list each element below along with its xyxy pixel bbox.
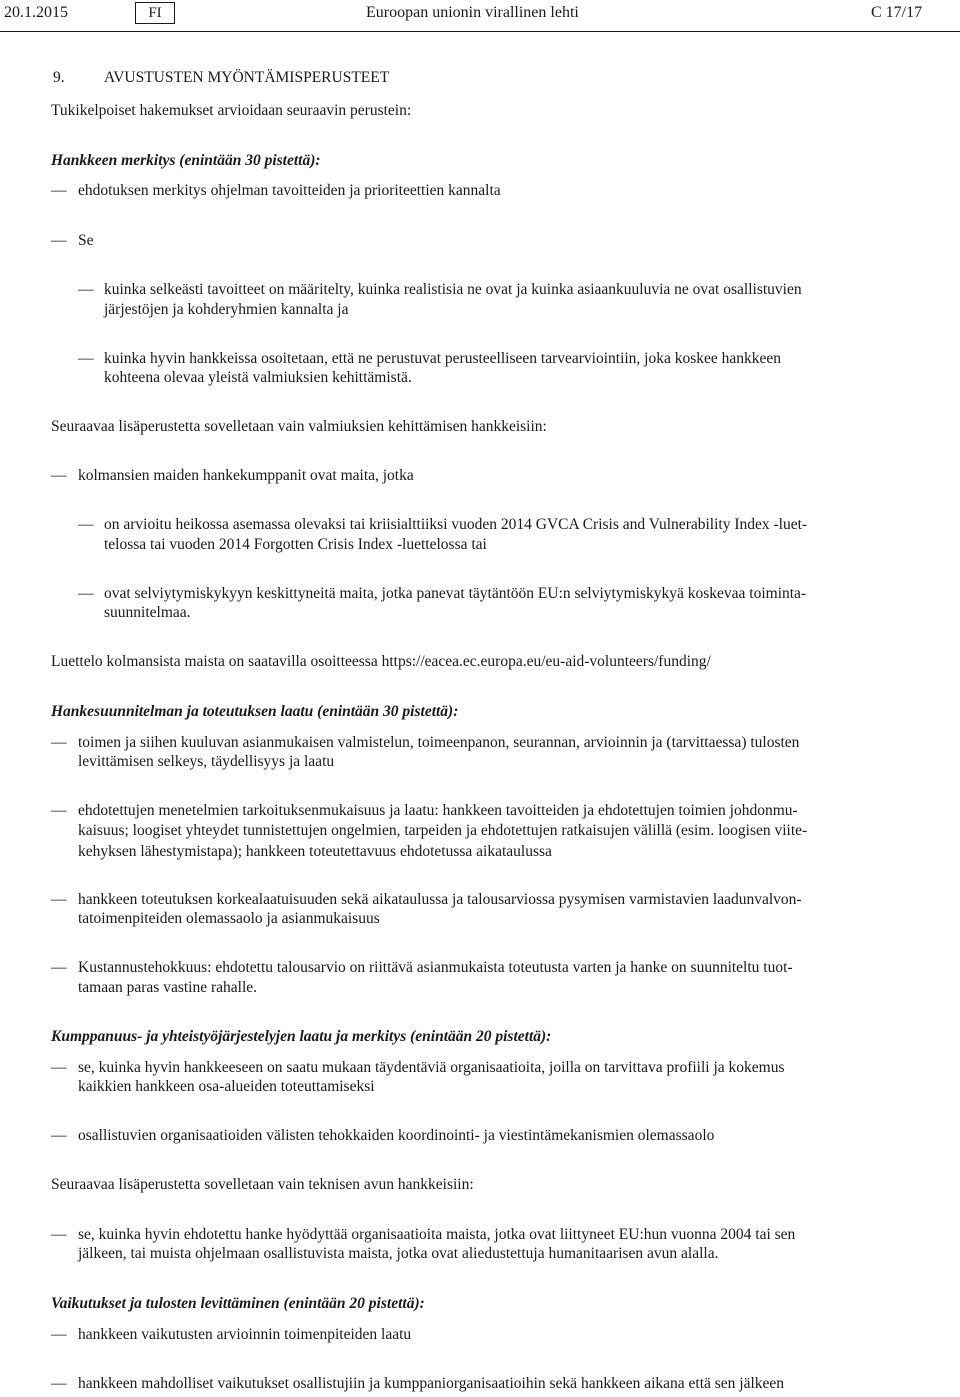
sub-item-line: suunnitelmaa.: [104, 604, 191, 621]
list-item-line: tamaan paras vastine rahalle.: [78, 979, 258, 996]
publication-date: 20.1.2015: [4, 4, 68, 21]
dash-marker: —: [51, 1127, 67, 1144]
criterion-heading-partnership: Kumppanuus- ja yhteistyöjärjestelyjen laatu ja merkitys (enintään 20 pistettä):: [51, 1028, 552, 1045]
additional-criterion-intro: Seuraavaa lisäperustetta sovelletaan vain teknisen avun hankkeisiin:: [51, 1176, 474, 1193]
dash-marker: —: [51, 232, 67, 249]
section-title: AVUSTUSTEN MYÖNTÄMISPERUSTEET: [104, 69, 390, 86]
dash-marker: —: [51, 959, 67, 976]
dash-marker: —: [51, 891, 67, 908]
page-header: [0, 0, 960, 30]
sub-item-line: järjestöjen ja kohderyhmien kannalta ja: [104, 301, 349, 318]
dash-marker: —: [51, 1226, 67, 1243]
list-item-line: Kustannustehokkuus: ehdotettu talousarvio on riittävä asianmukaista toteutusta varten ja hanke on suunniteltu tuot-: [78, 959, 793, 976]
criterion-heading-quality: Hankesuunnitelman ja toteutuksen laatu (enintään 30 pistettä):: [51, 703, 459, 720]
dash-marker: —: [51, 1326, 67, 1343]
language-code-box: FI: [135, 2, 175, 24]
dash-marker: —: [51, 1375, 67, 1392]
dash-marker: —: [51, 182, 67, 199]
list-item: hankkeen vaikutusten arvioinnin toimenpiteiden laatu: [78, 1326, 412, 1343]
sub-item-line: kuinka selkeästi tavoitteet on määritelty, kuinka realistisia ne ovat ja kuinka asiaankuuluvia ne ovat osallistuvien: [104, 281, 802, 298]
section-number: 9.: [53, 69, 65, 86]
dash-marker: —: [51, 467, 67, 484]
list-item-line: hankkeen toteutuksen korkealaatuisuuden sekä aikataulussa ja talousarviossa pysymisen varmistavien laadunvalvon-: [78, 891, 802, 908]
list-item-line: kaikkien hankkeen osa-alueiden toteuttamiseksi: [78, 1078, 375, 1095]
section-intro: Tukikelpoiset hakemukset arvioidaan seuraavin perustein:: [51, 102, 412, 119]
list-item-line: ehdotettujen menetelmien tarkoituksenmukaisuus ja laatu: hankkeen tavoitteiden ja ehdotettujen toimien johdonmu-: [78, 802, 798, 819]
country-list-note: Luettelo kolmansista maista on saatavilla osoitteessa https://eacea.ec.europa.eu/eu-aid-volunteers/funding/: [51, 653, 711, 670]
list-item: ehdotuksen merkitys ohjelman tavoitteiden ja prioriteettien kannalta: [78, 182, 501, 199]
list-item-line: tatoimenpiteiden olemassaolo ja asianmukaisuus: [78, 910, 380, 927]
list-item-line: se, kuinka hyvin hankkeeseen on saatu mukaan täydentäviä organisaatioita, joilla on tarvittava profiili ja kokemus: [78, 1059, 785, 1076]
dash-marker: —: [78, 350, 94, 367]
list-item: hankkeen mahdolliset vaikutukset osallistujiin ja kumppaniorganisaatioihin sekä hankkeen aikana että sen jälkeen: [78, 1375, 785, 1392]
dash-marker: —: [78, 585, 94, 602]
journal-title: Euroopan unionin virallinen lehti: [366, 4, 579, 21]
sub-item-line: telossa tai vuoden 2014 Forgotten Crisis Index -luettelossa tai: [104, 536, 487, 553]
list-item-line: levittämisen selkeys, täydellisyys ja laatu: [78, 753, 335, 770]
criterion-heading-relevance: Hankkeen merkitys (enintään 30 pistettä):: [51, 152, 321, 169]
list-item-line: kaisuus; loogiset yhteydet tunnistettujen ongelmien, tarpeiden ja ehdotettujen ratkaisujen välillä (esim. loogisen viite-: [78, 822, 808, 839]
sub-item-line: kuinka hyvin hankkeissa osoitetaan, että ne perustuvat perusteelliseen tarvearviointiin, joka koskee hankkeen: [104, 350, 782, 367]
criterion-heading-impact: Vaikutukset ja tulosten levittäminen (enintään 20 pistettä):: [51, 1295, 425, 1312]
list-item: kolmansien maiden hankekumppanit ovat maita, jotka: [78, 467, 414, 484]
list-item-line: osallistuvien organisaatioiden välisten tehokkaiden koordinointi- ja viestintämekanismien olemassaolo: [78, 1127, 715, 1144]
sub-item-line: on arvioitu heikossa asemassa olevaksi tai kriisialttiiksi vuoden 2014 GVCA Crisis and Vulnerability Index -luet-: [104, 516, 808, 533]
list-item-line: se, kuinka hyvin ehdotettu hanke hyödyttää organisaatioita maista, jotka ovat liittyneet EU:hun vuonna 2004 tai sen: [78, 1226, 796, 1243]
page-reference: C 17/17: [871, 4, 923, 21]
additional-criterion-intro: Seuraavaa lisäperustetta sovelletaan vain valmiuksien kehittämisen hankkeisiin:: [51, 418, 547, 435]
dash-marker: —: [78, 516, 94, 533]
sub-item-line: ovat selviytymiskykyyn keskittyneitä maita, jotka panevat täytäntöön EU:n selviytymiskykyä koskevaa toiminta-: [104, 585, 807, 602]
header-rule: [0, 31, 960, 32]
list-item: Se: [78, 232, 94, 249]
dash-marker: —: [51, 1059, 67, 1076]
dash-marker: —: [51, 802, 67, 819]
dash-marker: —: [51, 734, 67, 751]
list-item-line: kehyksen lähestymistapa); hankkeen toteutettavuus ehdotetussa aikataulussa: [78, 843, 552, 860]
dash-marker: —: [78, 281, 94, 298]
list-item-line: toimen ja siihen kuuluvan asianmukaisen valmistelun, toimeenpanon, seurannan, arvioinnin ja (tarvittaessa) tulosten: [78, 734, 800, 751]
list-item-line: jälkeen, tai muista ohjelmaan osallistuvista maista, jotka ovat aliedustettuja humanitaarisen avun alalla.: [78, 1245, 719, 1262]
sub-item-line: kohteena olevaa yleistä valmiuksien kehittämistä.: [104, 369, 412, 386]
